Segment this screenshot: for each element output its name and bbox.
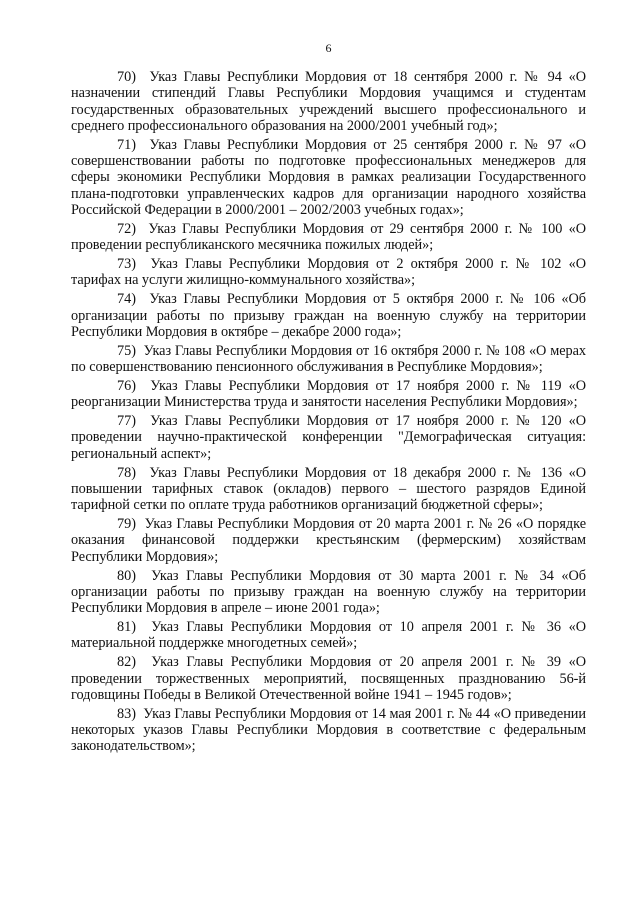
- list-item: [71, 256, 586, 289]
- item-number: 77): [117, 413, 136, 430]
- item-text: Указ Главы Республики Мордовия от 18 декабря 2000 г. № 136 «О повышении тарифных ставок (окладов) первого – шестого разрядов Единой тарифной сетки по оплате труда работников организаций бюджетной сферы»;: [71, 464, 586, 514]
- item-text: Указ Главы Республики Мордовия от 25 сентября 2000 г. № 97 «О совершенствовании работы по подготовке профессиональных менеджеров для сферы экономики Республики Мордовия в рамках реализации Государственного плана-подготовки управленческих кадров для организации народного хозяйства Российской Федерации в 2000/2001 – 2002/2003 учебных годах»;: [71, 136, 586, 218]
- item-text: Указ Главы Республики Мордовия от 20 апреля 2001 г. № 39 «О проведении торжественных мероприятий, посвященных празднованию 56-й годовщины Победы в Великой Отечественной войне 1941 – 1945 годов»;: [71, 654, 586, 703]
- item-number: 71): [117, 136, 136, 153]
- item-text: Указ Главы Республики Мордовия от 29 сентября 2000 г. № 100 «О проведении республиканского месячника пожилых людей»;: [71, 220, 586, 254]
- item-number: 70): [117, 69, 136, 85]
- item-text: Указ Главы Республики Мордовия от 17 ноября 2000 г. № 120 «О проведении научно-практической конференции "Демографическая ситуация: региональный аспект»;: [71, 413, 586, 462]
- item-number: 75): [117, 342, 136, 359]
- item-text: Указ Главы Республики Мордовия от 10 апреля 2001 г. № 36 «О материальной поддержке многодетных семей»;: [71, 619, 586, 652]
- item-number: 73): [117, 256, 136, 273]
- item-text: Указ Главы Республики Мордовия от 20 марта 2001 г. № 26 «О порядке оказания финансовой поддержки крестьянским (фермерским) хозяйствам Республики Мордовия»;: [71, 516, 586, 565]
- item-text: Указ Главы Республики Мордовия от 30 марта 2001 г. № 34 «Об организации работы по призыву граждан на военную службу на территории Республики Мордовия в апреле – июне 2001 года»;: [71, 567, 586, 617]
- item-number: 79): [117, 516, 136, 533]
- list-item: [71, 343, 586, 376]
- item-text: Указ Главы Республики Мордовия от 17 ноября 2000 г. № 119 «О реорганизации Министерства труда и занятости населения Республики Мордовия»;: [71, 377, 586, 411]
- list-item: [71, 291, 586, 340]
- item-text: Указ Главы Республики Мордовия от 5 октября 2000 г. № 106 «Об организации работы по призыву граждан на военную службу на территории Республики Мордовия в октябре – декабре 2000 года»;: [71, 291, 586, 340]
- page-number: 6: [325, 41, 332, 55]
- list-item: [71, 69, 586, 134]
- item-text: Указ Главы Республики Мордовия от 2 октября 2000 г. № 102 «О тарифах на услуги жилищно-коммунального хозяйства»;: [71, 256, 586, 289]
- list-item: [71, 619, 586, 652]
- list-item: [71, 706, 586, 755]
- list-item: [71, 654, 586, 703]
- item-text: Указ Главы Республики Мордовия от 16 октября 2000 г. № 108 «О мерах по совершенствованию пенсионного обслуживания в Республике Мордовия»;: [71, 342, 586, 376]
- list-item: [71, 137, 586, 218]
- item-number: 72): [117, 220, 136, 237]
- item-text: Указ Главы Республики Мордовия от 18 сентября 2000 г. № 94 «О назначении стипендий Главы Республики Мордовия учащимся и студентам государственных образовательных учреждений высшего профессионального и среднего профессионального образования на 2000/2001 учебный год»;: [71, 69, 586, 134]
- item-number: 80): [117, 567, 136, 584]
- list-item: [71, 413, 586, 462]
- list-item: [71, 221, 586, 254]
- list-item: [71, 465, 586, 514]
- item-text: Указ Главы Республики Мордовия от 14 мая 2001 г. № 44 «О приведении некоторых указов Главы Республики Мордовия в соответствие с федеральным законодательством»;: [71, 705, 586, 755]
- list-item: [71, 378, 586, 411]
- item-number: 76): [117, 377, 136, 394]
- list-item: [71, 516, 586, 565]
- item-number: 83): [117, 705, 136, 722]
- item-number: 74): [117, 291, 136, 308]
- item-number: 82): [117, 654, 136, 671]
- list-item: [71, 568, 586, 617]
- item-number: 78): [117, 464, 136, 481]
- item-number: 81): [117, 619, 136, 636]
